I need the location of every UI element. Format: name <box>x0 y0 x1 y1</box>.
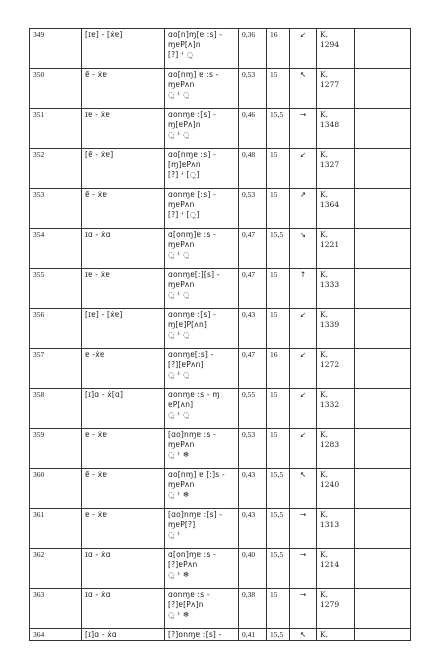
contour-cell: ↖ <box>290 69 317 109</box>
transcription-line: ◌̤ ꜜ ◌̤ <box>168 290 190 299</box>
transcription-line: ɑonɱɐ[ːs] - <box>168 350 214 359</box>
contour-cell: ↖ <box>290 469 317 509</box>
reference-line: 1272 <box>320 360 340 369</box>
contour-cell: → <box>290 109 317 149</box>
transcription-line: ɑonɱɐ ː[s] - <box>168 310 217 319</box>
transcription-cell <box>165 229 239 269</box>
pitch-cell: 15 <box>267 389 290 429</box>
pitch-cell: 15 <box>267 269 290 309</box>
reference-cell <box>317 389 355 429</box>
transcription-line: ɑo[n]ɱ[ɐ ːs] - <box>168 30 223 39</box>
reference-line: 1279 <box>320 600 340 609</box>
transcription-line: ɱɐPʌn <box>168 280 195 289</box>
transcription-cell <box>165 629 239 641</box>
contour-cell: ↙ <box>290 389 317 429</box>
transcription-line: ◌̤ ꜜ ❄ <box>168 490 190 499</box>
duration-cell: 0,53 <box>239 189 267 229</box>
duration-cell: 0,47 <box>239 229 267 269</box>
reference-line: 1313 <box>320 520 340 529</box>
table-row <box>30 29 411 69</box>
pitch-cell: 15 <box>267 429 290 469</box>
contour-cell: ↙ <box>290 149 317 189</box>
empty-cell <box>355 429 411 469</box>
transcription-line: [?] ꜜ [◌̤] <box>168 170 200 179</box>
contour-cell: ↗ <box>290 189 317 229</box>
duration-cell: 0,55 <box>239 389 267 429</box>
form-cell: ɐ - ẋɐ <box>82 509 165 549</box>
transcription-line: [?]ɐ[Pʌ]n <box>168 600 204 609</box>
transcription-line: ɑonɱɐ ːs - <box>168 590 210 599</box>
transcription-line: ɱ[ɐPʌ]n <box>168 120 201 129</box>
empty-cell <box>355 309 411 349</box>
pitch-cell: 15 <box>267 69 290 109</box>
reference-line: K. <box>320 190 328 199</box>
duration-cell: 0,53 <box>239 69 267 109</box>
contour-cell: ↙ <box>290 29 317 69</box>
contour-cell: ↙ <box>290 349 317 389</box>
transcription-cell <box>165 29 239 69</box>
contour-cell: ↙ <box>290 429 317 469</box>
transcription-cell <box>165 389 239 429</box>
reference-cell <box>317 309 355 349</box>
reference-line: K. <box>320 150 328 159</box>
form-cell: ɐ -ẋɐ <box>82 349 165 389</box>
form-cell: ɐ̃ - ẋɐ <box>82 469 165 509</box>
entry-number-cell: 364 <box>30 629 82 641</box>
empty-cell <box>355 349 411 389</box>
empty-cell <box>355 29 411 69</box>
form-cell: [ɪɐ] - [ẋɐ] <box>82 29 165 69</box>
form-cell: [ɪɐ] - [ẋɐ] <box>82 309 165 349</box>
empty-cell <box>355 189 411 229</box>
reference-line: K. <box>320 510 328 519</box>
transcription-line: ɱɐPʌn <box>168 200 195 209</box>
reference-cell <box>317 149 355 189</box>
transcription-line: ◌̤ ꜜ <box>168 530 181 539</box>
contour-cell: → <box>290 549 317 589</box>
reference-line: K. <box>320 110 328 119</box>
reference-line: 1333 <box>320 280 340 289</box>
reference-cell <box>317 629 355 641</box>
transcription-cell <box>165 349 239 389</box>
transcription-line: ɑo[nɱ] ɐ [ː]s - <box>168 470 225 479</box>
reference-line: 1348 <box>320 120 340 129</box>
duration-cell: 0,46 <box>239 109 267 149</box>
table-row <box>30 469 411 509</box>
duration-cell: 0,41 <box>239 629 267 641</box>
reference-cell <box>317 109 355 149</box>
form-cell: ɪɑ - ẋɑ <box>82 549 165 589</box>
reference-line: 1283 <box>320 440 340 449</box>
transcription-line: ◌̤ ꜜ ❄ <box>168 570 190 579</box>
duration-cell: 0,38 <box>239 589 267 629</box>
transcription-line: [?]onɱɐ ː[s] - <box>168 630 222 639</box>
transcription-cell <box>165 509 239 549</box>
transcription-line: ɱɐPʌn <box>168 440 195 449</box>
transcription-cell <box>165 309 239 349</box>
entry-number-cell: 358 <box>30 389 82 429</box>
data-table <box>29 28 411 641</box>
duration-cell: 0,40 <box>239 549 267 589</box>
reference-line: 1294 <box>320 40 340 49</box>
form-cell: ɐ - ẋɐ <box>82 429 165 469</box>
pitch-cell: 16 <box>267 349 290 389</box>
transcription-line: ◌̤ ꜜ ◌̤ <box>168 90 190 99</box>
reference-line: 1277 <box>320 80 340 89</box>
duration-cell: 0,43 <box>239 309 267 349</box>
entry-number-cell: 362 <box>30 549 82 589</box>
table-row <box>30 549 411 589</box>
empty-cell <box>355 389 411 429</box>
entry-number-cell: 356 <box>30 309 82 349</box>
form-cell: ɪɑ - ẋɑ <box>82 229 165 269</box>
reference-line: K. <box>320 390 328 399</box>
pitch-cell: 15 <box>267 149 290 189</box>
empty-cell <box>355 149 411 189</box>
transcription-line: ɑ[onɱ]ɐ ːs - <box>168 230 217 239</box>
transcription-line: ◌̤ ꜜ ◌̤ <box>168 370 190 379</box>
form-cell: ɐ̃ - ẋɐ <box>82 69 165 109</box>
contour-cell: → <box>290 589 317 629</box>
transcription-cell <box>165 549 239 589</box>
transcription-line: ɐP[ʌn] <box>168 400 194 409</box>
reference-cell <box>317 69 355 109</box>
empty-cell <box>355 549 411 589</box>
reference-line: K. <box>320 590 328 599</box>
transcription-cell <box>165 149 239 189</box>
transcription-line: ɱɐP[?] <box>168 520 196 529</box>
transcription-line: ɑonɱɐ ː[s] - <box>168 110 217 119</box>
entry-number-cell: 361 <box>30 509 82 549</box>
empty-cell <box>355 269 411 309</box>
transcription-line: ɱɐP[ʌ]n <box>168 40 201 49</box>
form-cell: ɪɑ - ẋɑ <box>82 589 165 629</box>
transcription-line: ɱɐPʌn <box>168 80 195 89</box>
reference-line: 1332 <box>320 400 340 409</box>
reference-cell <box>317 549 355 589</box>
transcription-line: ɑo[nɱɐ ːs] - <box>168 150 217 159</box>
reference-line: K. <box>320 30 328 39</box>
reference-cell <box>317 29 355 69</box>
empty-cell <box>355 589 411 629</box>
empty-cell <box>355 509 411 549</box>
pitch-cell: 15 <box>267 189 290 229</box>
entry-number-cell: 359 <box>30 429 82 469</box>
reference-line: 1364 <box>320 200 340 209</box>
reference-line: K. <box>320 70 328 79</box>
transcription-cell <box>165 109 239 149</box>
pitch-cell: 15 <box>267 309 290 349</box>
table-row <box>30 589 411 629</box>
transcription-line: [?]ɐPʌn <box>168 560 198 569</box>
transcription-cell <box>165 429 239 469</box>
reference-line: K. <box>320 270 328 279</box>
reference-line: 1339 <box>320 320 340 329</box>
contour-cell: ↑ <box>290 269 317 309</box>
pitch-cell: 15,5 <box>267 469 290 509</box>
table-row <box>30 269 411 309</box>
form-cell: ɪɐ - ẋɐ <box>82 109 165 149</box>
table-row <box>30 229 411 269</box>
reference-line: K. <box>320 470 328 479</box>
entry-number-cell: 351 <box>30 109 82 149</box>
reference-line: K. <box>320 550 328 559</box>
table-row <box>30 149 411 189</box>
reference-line: K. <box>320 350 328 359</box>
table-row <box>30 109 411 149</box>
transcription-line: ◌̤ ꜜ ◌̤ <box>168 330 190 339</box>
empty-cell <box>355 469 411 509</box>
transcription-line: [?] ꜜ [◌̤] <box>168 210 200 219</box>
transcription-line: ◌̤ ꜜ ◌̤ <box>168 410 190 419</box>
reference-line: 1327 <box>320 160 340 169</box>
entry-number-cell: 350 <box>30 69 82 109</box>
entry-number-cell: 360 <box>30 469 82 509</box>
transcription-cell <box>165 69 239 109</box>
reference-line: 1240 <box>320 480 340 489</box>
duration-cell: 0,36 <box>239 29 267 69</box>
transcription-line: ɱɐPʌn <box>168 480 195 489</box>
transcription-line: ◌̤ ꜜ ◌̤ <box>168 130 190 139</box>
transcription-cell <box>165 469 239 509</box>
entry-number-cell: 352 <box>30 149 82 189</box>
table-row <box>30 349 411 389</box>
form-cell: [ɐ̃ - ẋɐ] <box>82 149 165 189</box>
empty-cell <box>355 109 411 149</box>
reference-cell <box>317 589 355 629</box>
empty-cell <box>355 229 411 269</box>
pitch-cell: 15,5 <box>267 229 290 269</box>
entry-number-cell: 357 <box>30 349 82 389</box>
transcription-line: ɑonɱɐ ːs - ɱ <box>168 390 220 399</box>
table-row <box>30 629 411 641</box>
reference-cell <box>317 509 355 549</box>
pitch-cell: 15,5 <box>267 549 290 589</box>
transcription-line: [ɑo]nɱɐ ːs - <box>168 430 217 439</box>
reference-line: K. <box>320 230 328 239</box>
reference-line: K. <box>320 630 328 639</box>
pitch-cell: 15,5 <box>267 109 290 149</box>
reference-cell <box>317 189 355 229</box>
transcription-line: ɑonɱɐ[ː][s] - <box>168 270 220 279</box>
pitch-cell: 15 <box>267 589 290 629</box>
entry-number-cell: 363 <box>30 589 82 629</box>
pitch-cell: 16 <box>267 29 290 69</box>
reference-cell <box>317 349 355 389</box>
duration-cell: 0,43 <box>239 509 267 549</box>
reference-line: K. <box>320 310 328 319</box>
contour-cell: ↙ <box>290 309 317 349</box>
form-cell: ɐ̃ - ẋɐ <box>82 189 165 229</box>
reference-line: 1221 <box>320 240 340 249</box>
transcription-line: ɱ[ɐ]P[ʌn] <box>168 320 208 329</box>
transcription-line: ◌̤ ꜜ ❄ <box>168 610 190 619</box>
transcription-line: [?][ɐPʌn] <box>168 360 204 369</box>
transcription-cell <box>165 269 239 309</box>
table-row <box>30 309 411 349</box>
reference-line: K. <box>320 430 328 439</box>
contour-cell: → <box>290 509 317 549</box>
transcription-line: ɱɐPʌn <box>168 240 195 249</box>
reference-cell <box>317 229 355 269</box>
transcription-line: ◌̤ ꜜ ◌̤ <box>168 250 190 259</box>
entry-number-cell: 355 <box>30 269 82 309</box>
table-row <box>30 509 411 549</box>
transcription-line: ɑ[on]ɱɐ ːs - <box>168 550 217 559</box>
empty-cell <box>355 629 411 641</box>
reference-line: 1214 <box>320 560 340 569</box>
duration-cell: 0,48 <box>239 149 267 189</box>
empty-cell <box>355 69 411 109</box>
transcription-cell <box>165 589 239 629</box>
transcription-line: ɑo[nɱ] ɐ ːs - <box>168 70 219 79</box>
transcription-line: [ɱ]ɐPʌn <box>168 160 201 169</box>
transcription-line: ◌̤ ꜜ ❄ <box>168 450 190 459</box>
contour-cell: ↖ <box>290 629 317 641</box>
reference-cell <box>317 469 355 509</box>
entry-number-cell: 354 <box>30 229 82 269</box>
table-body <box>30 29 411 641</box>
pitch-cell: 15,5 <box>267 629 290 641</box>
duration-cell: 0,47 <box>239 349 267 389</box>
reference-cell <box>317 269 355 309</box>
transcription-line: [?] ꜜ ◌̤ <box>168 50 194 59</box>
duration-cell: 0,43 <box>239 469 267 509</box>
transcription-line: ɑonɱɐ [ːs] - <box>168 190 217 199</box>
pitch-cell: 15,5 <box>267 509 290 549</box>
table-row <box>30 69 411 109</box>
contour-cell: ↘ <box>290 229 317 269</box>
duration-cell: 0,53 <box>239 429 267 469</box>
duration-cell: 0,47 <box>239 269 267 309</box>
form-cell: ɪɐ - ẋɐ <box>82 269 165 309</box>
table-row <box>30 389 411 429</box>
table-row <box>30 189 411 229</box>
transcription-cell <box>165 189 239 229</box>
entry-number-cell: 349 <box>30 29 82 69</box>
table-row <box>30 429 411 469</box>
transcription-line: [ɑo]nɱɐ ː[s] - <box>168 510 223 519</box>
form-cell: [ɪ]ɑ - ẋ[ɑ] <box>82 389 165 429</box>
entry-number-cell: 353 <box>30 189 82 229</box>
reference-cell <box>317 429 355 469</box>
form-cell: [ɪ]ɑ - ẋɑ <box>82 629 165 641</box>
